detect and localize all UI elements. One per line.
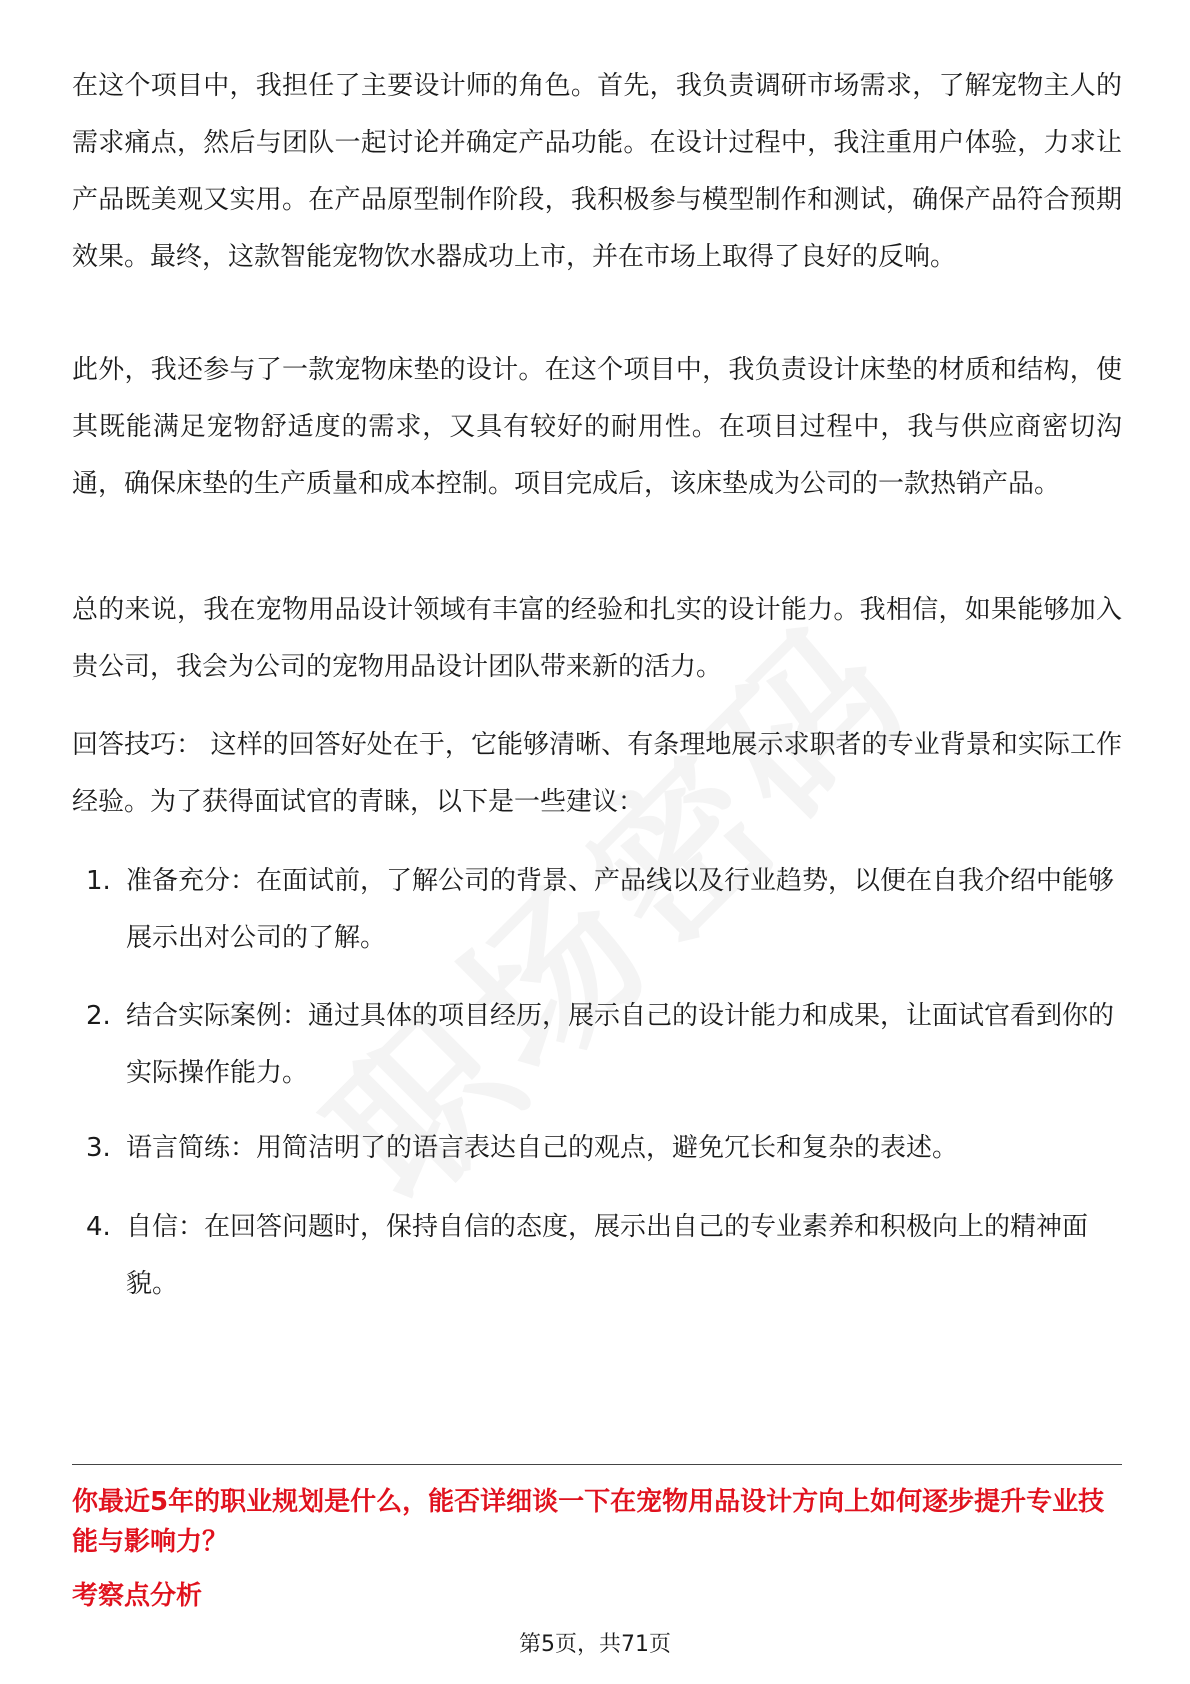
list-text: 准备充分：在面试前，了解公司的背景、产品线以及行业趋势，以便在自我介绍中能够展示出对公司的了解。	[126, 866, 1115, 953]
list-number: 3.	[86, 1133, 111, 1163]
list-text: 结合实际案例：通过具体的项目经历，展示自己的设计能力和成果，让面试官看到你的实际操作能力。	[126, 1001, 1115, 1088]
body-paragraph: 此外，我还参与了一款宠物床垫的设计。在这个项目中，我负责设计床垫的材质和结构，使其既能满足宠物舒适度的需求，又具有较好的耐用性。在项目过程中，我与供应商密切沟通，确保床垫的生产质量和成本控制。项目完成后，该床垫成为公司的一款热销产品。	[72, 355, 1122, 499]
body-paragraph: 在这个项目中，我担任了主要设计师的角色。首先，我负责调研市场需求，了解宠物主人的需求痛点，然后与团队一起讨论并确定产品功能。在设计过程中，我注重用户体验，力求让产品既美观又实用。在产品原型制作阶段，我积极参与模型制作和测试，确保产品符合预期效果。最终，这款智能宠物饮水器成功上市，并在市场上取得了良好的反响。	[72, 71, 1122, 272]
tips-intro-paragraph: 回答技巧： 这样的回答好处在于，它能够清晰、有条理地展示求职者的专业背景和实际工作经验。为了获得面试官的青睐，以下是一些建议：	[72, 730, 1122, 817]
section-divider	[72, 1464, 1122, 1465]
list-text: 语言简练：用简洁明了的语言表达自己的观点，避免冗长和复杂的表述。	[126, 1133, 959, 1163]
body-paragraph: 总的来说，我在宠物用品设计领域有丰富的经验和扎实的设计能力。我相信，如果能够加入贵公司，我会为公司的宠物用品设计团队带来新的活力。	[72, 595, 1122, 682]
list-number: 2.	[86, 1001, 111, 1031]
question-heading: 你最近5年的职业规划是什么，能否详细谈一下在宠物用品设计方向上如何逐步提升专业技能与影响力？	[72, 1487, 1105, 1557]
section-heading: 考察点分析	[72, 1581, 203, 1611]
page-number: 第5页，共71页	[519, 1632, 671, 1657]
list-number: 4.	[86, 1212, 111, 1242]
list-text: 自信：在回答问题时，保持自信的态度，展示出自己的专业素养和积极向上的精神面貌。	[126, 1212, 1089, 1299]
list-number: 1.	[86, 866, 111, 896]
